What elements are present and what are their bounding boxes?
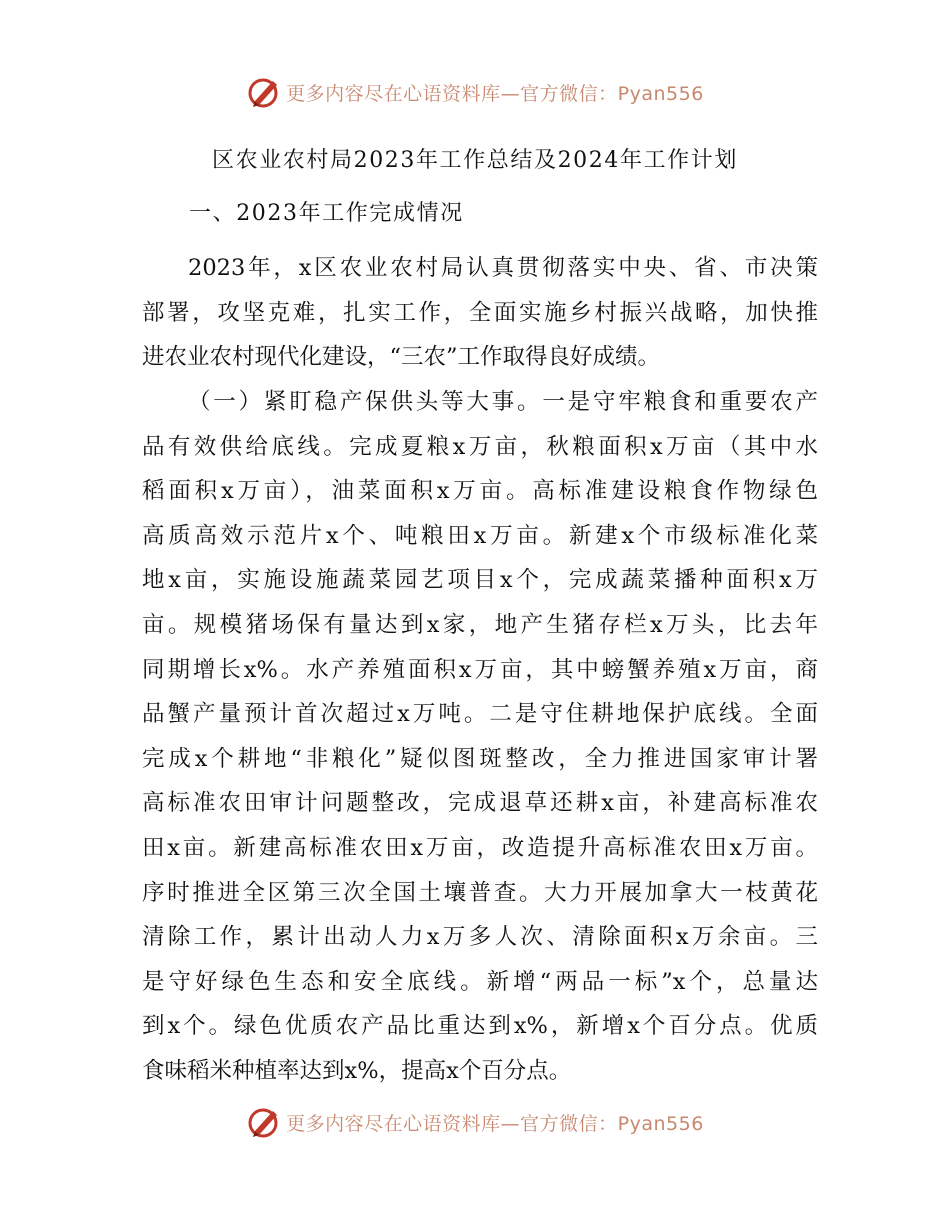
red-pen-logo-icon: [246, 74, 282, 110]
text-line: 高质高效示范片x个、吨粮田x万亩。新建x个市级标准化菜: [142, 522, 818, 549]
text-line: 是守好绿色生态和安全底线。新增“两品一标”x个，总量达: [142, 968, 818, 995]
text-line: 完成x个耕地“非粮化”疑似图斑整改，全力推进国家审计署: [142, 745, 818, 772]
text-line: 清除工作，累计出动人力x万多人次、清除面积x万余亩。三: [142, 924, 818, 951]
text-line: 田x亩。新建高标准农田x万亩，改造提升高标准农田x万亩。: [142, 834, 818, 861]
watermark-text: 更多内容尽在心语资料库—官方微信：Pyan556: [286, 82, 704, 105]
text-line: 2023年，x区农业农村局认真贯彻落实中央、省、市决策: [188, 255, 818, 281]
text-line: 同期增长x%。水产养殖面积x万亩，其中螃蟹养殖x万亩，商: [142, 656, 818, 683]
text-line: 亩。规模猪场保有量达到x家，地产生猪存栏x万头，比去年: [142, 611, 818, 638]
document-title: 区农业农村局2023年工作总结及2024年工作计划: [212, 148, 738, 173]
watermark-text: 更多内容尽在心语资料库—官方微信：Pyan556: [286, 1112, 704, 1135]
text-line: 地x亩，实施设施蔬菜园艺项目x个，完成蔬菜播种面积x万: [142, 567, 818, 594]
watermark-banner-bottom: [0, 1102, 950, 1142]
section-heading: 一、2023年工作完成情况: [189, 201, 464, 226]
text-line: 序时推进全区第三次全国土壤普查。大力开展加拿大一枝黄花: [142, 879, 818, 906]
text-line: 品有效供给底线。完成夏粮x万亩，秋粮面积x万亩（其中水: [142, 433, 818, 460]
watermark-banner-top: [0, 72, 950, 112]
text-line: 进农业农村现代化建设，“三农”工作取得良好成绩。: [142, 344, 661, 371]
text-line: 高标准农田审计问题整改，完成退草还耕x亩，补建高标准农: [142, 790, 818, 817]
text-line: 稻面积x万亩），油菜面积x万亩。高标准建设粮食作物绿色: [142, 478, 818, 505]
red-pen-logo-icon: [246, 1104, 282, 1140]
text-line: （一）紧盯稳产保供头等大事。一是守牢粮食和重要农产: [188, 389, 818, 415]
text-line: 品蟹产量预计首次超过x万吨。二是守住耕地保护底线。全面: [142, 701, 818, 728]
text-line: 食味稻米种植率达到x%，提高x个百分点。: [142, 1057, 572, 1084]
paragraph: [142, 380, 818, 1094]
paragraph: [142, 246, 818, 380]
text-line: 部署，攻坚克难，扎实工作，全面实施乡村振兴战略，加快推: [142, 299, 818, 326]
text-line: 到x个。绿色优质农产品比重达到x%，新增x个百分点。优质: [142, 1013, 818, 1040]
